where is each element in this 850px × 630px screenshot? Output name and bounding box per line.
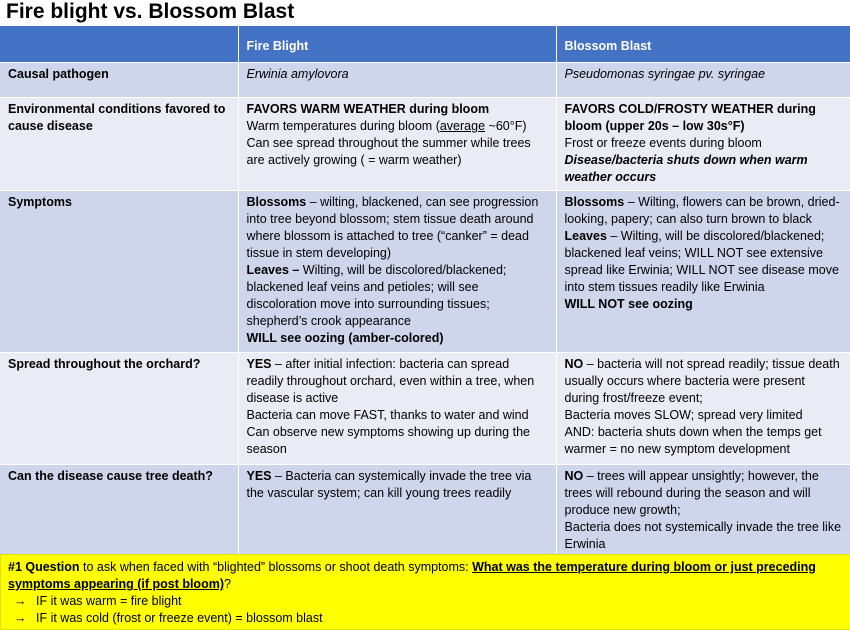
cell-text: Bacteria can move FAST, thanks to water and wind: [246, 408, 529, 422]
cell-text: Blossoms: [246, 195, 307, 209]
cell-text: – Bacteria can systemically invade the tree via the vascular system; can kill young trees readily: [246, 469, 532, 500]
row-label: Symptoms: [0, 191, 238, 353]
cell-text: WILL NOT see oozing: [564, 297, 693, 311]
cell-text: – trees will appear unsightly; however, the trees will rebound during the season and will produce new growth;: [564, 469, 819, 517]
comparison-table: [0, 26, 850, 556]
callout-text: What was the temperature during bloom or just preceding symptoms appearing (if post bloom): [8, 560, 816, 591]
cell-text: [247, 356, 548, 407]
cell-text: YES: [246, 469, 272, 483]
table-row-pathogen: [0, 63, 850, 98]
cell-text: [247, 118, 548, 135]
cell-text: [247, 194, 548, 262]
row-label: Spread throughout the orchard?: [0, 353, 238, 465]
cell-text: [565, 356, 842, 407]
fire-blight-pathogen: Erwinia amylovora: [238, 63, 556, 98]
cell-text: AND: bacteria shuts down when the temps get warmer = no new symptom development: [564, 425, 822, 456]
cell-text: [247, 468, 548, 502]
cell-text: – wilting, blackened, can see progression into tree beyond blossom; stem tissue death around where blossom is attached to tree (“canker” = dead tissue in stem developing): [246, 195, 539, 260]
callout-text: IF it was warm = fire blight: [36, 594, 182, 608]
row-label: Can the disease cause tree death?: [0, 465, 238, 556]
callout-text: to ask when faced with “blighted” blossoms or shoot death symptoms:: [79, 560, 473, 574]
cell-text: Leaves –: [246, 263, 300, 277]
callout-text: IF it was cold (frost or freeze event) = blossom blast: [36, 611, 323, 625]
blossom-blast-environment: [556, 98, 850, 191]
header-empty: [0, 26, 238, 63]
arrow-right-icon: →: [14, 611, 27, 625]
blossom-blast-pathogen: Pseudomonas syringae pv. syringae: [556, 63, 850, 98]
cell-text: average: [439, 119, 486, 133]
cell-text: Bacteria does not systemically invade the tree like Erwinia: [564, 520, 842, 551]
cell-text: NO: [564, 469, 584, 483]
cell-text: Warm temperatures during bloom (: [246, 119, 440, 133]
cell-text: ~60°F): [485, 119, 527, 133]
arrow-right-icon: →: [14, 594, 27, 608]
cell-text: Bacteria moves SLOW; spread very limited: [564, 408, 803, 422]
fire-blight-death: [238, 465, 556, 556]
cell-text: Frost or freeze events during bloom: [564, 136, 762, 150]
key-question-callout: [0, 554, 850, 630]
cell-text: NO: [564, 357, 584, 371]
cell-text: Disease/bacteria shuts down when warm weather occurs: [564, 153, 808, 184]
fire-blight-symptoms: [238, 191, 556, 353]
cell-text: – Wilting, flowers can be brown, dried-looking, papery; can also turn brown to black: [564, 195, 840, 226]
blossom-blast-death: [556, 465, 850, 556]
table-header-row: [0, 26, 850, 63]
table-row-symptoms: [0, 191, 850, 353]
cell-text: Blossoms: [564, 195, 625, 209]
cell-text: [247, 262, 548, 330]
row-label: Environmental conditions favored to cause disease: [0, 98, 238, 191]
cell-text: [565, 228, 842, 296]
callout-text: ?: [224, 577, 231, 591]
cell-text: FAVORS WARM WEATHER during bloom: [246, 102, 490, 116]
callout-question: [8, 559, 844, 593]
cell-text: Can see spread throughout the summer while trees are actively growing ( = warm weather): [246, 136, 531, 167]
callout-bullet-warm: [8, 593, 844, 610]
page-title: Fire blight vs. Blossom Blast: [6, 0, 295, 23]
header-fire-blight: Fire Blight: [238, 26, 556, 63]
table-row-spread: [0, 353, 850, 465]
cell-text: [565, 194, 842, 228]
cell-text: Can observe new symptoms showing up during the season: [246, 425, 530, 456]
cell-text: Leaves: [564, 229, 607, 243]
cell-text: – after initial infection: bacteria can spread readily throughout orchard, even within a tree, when disease is active: [246, 357, 535, 405]
cell-text: – Wilting, will be discolored/blackened; blackened leaf veins; WILL NOT see extensive spread like Erwinia; WILL NOT see disease move into stem tissues readily like Erwinia: [564, 229, 839, 294]
cell-text: [565, 468, 842, 519]
row-label: Causal pathogen: [0, 63, 238, 98]
header-blossom-blast: Blossom Blast: [556, 26, 850, 63]
cell-text: – bacteria will not spread readily; tissue death usually occurs where bacteria were present during frost/freeze event;: [564, 357, 840, 405]
fire-blight-spread: [238, 353, 556, 465]
cell-text: WILL see oozing (amber-colored): [246, 331, 444, 345]
cell-text: FAVORS COLD/FROSTY WEATHER during bloom (upper 20s – low 30s°F): [564, 102, 816, 133]
cell-text: Wilting, will be discolored/blackened; blackened leaf veins and petioles; will see discoloration move into surrounding tissues; shepherd’s crook appearance: [246, 263, 507, 328]
table-row-death: [0, 465, 850, 556]
blossom-blast-spread: [556, 353, 850, 465]
blossom-blast-symptoms: [556, 191, 850, 353]
callout-text: #1 Question: [8, 560, 80, 574]
table-row-environment: [0, 98, 850, 191]
fire-blight-environment: [238, 98, 556, 191]
cell-text: YES: [246, 357, 272, 371]
callout-bullet-cold: [8, 610, 844, 627]
